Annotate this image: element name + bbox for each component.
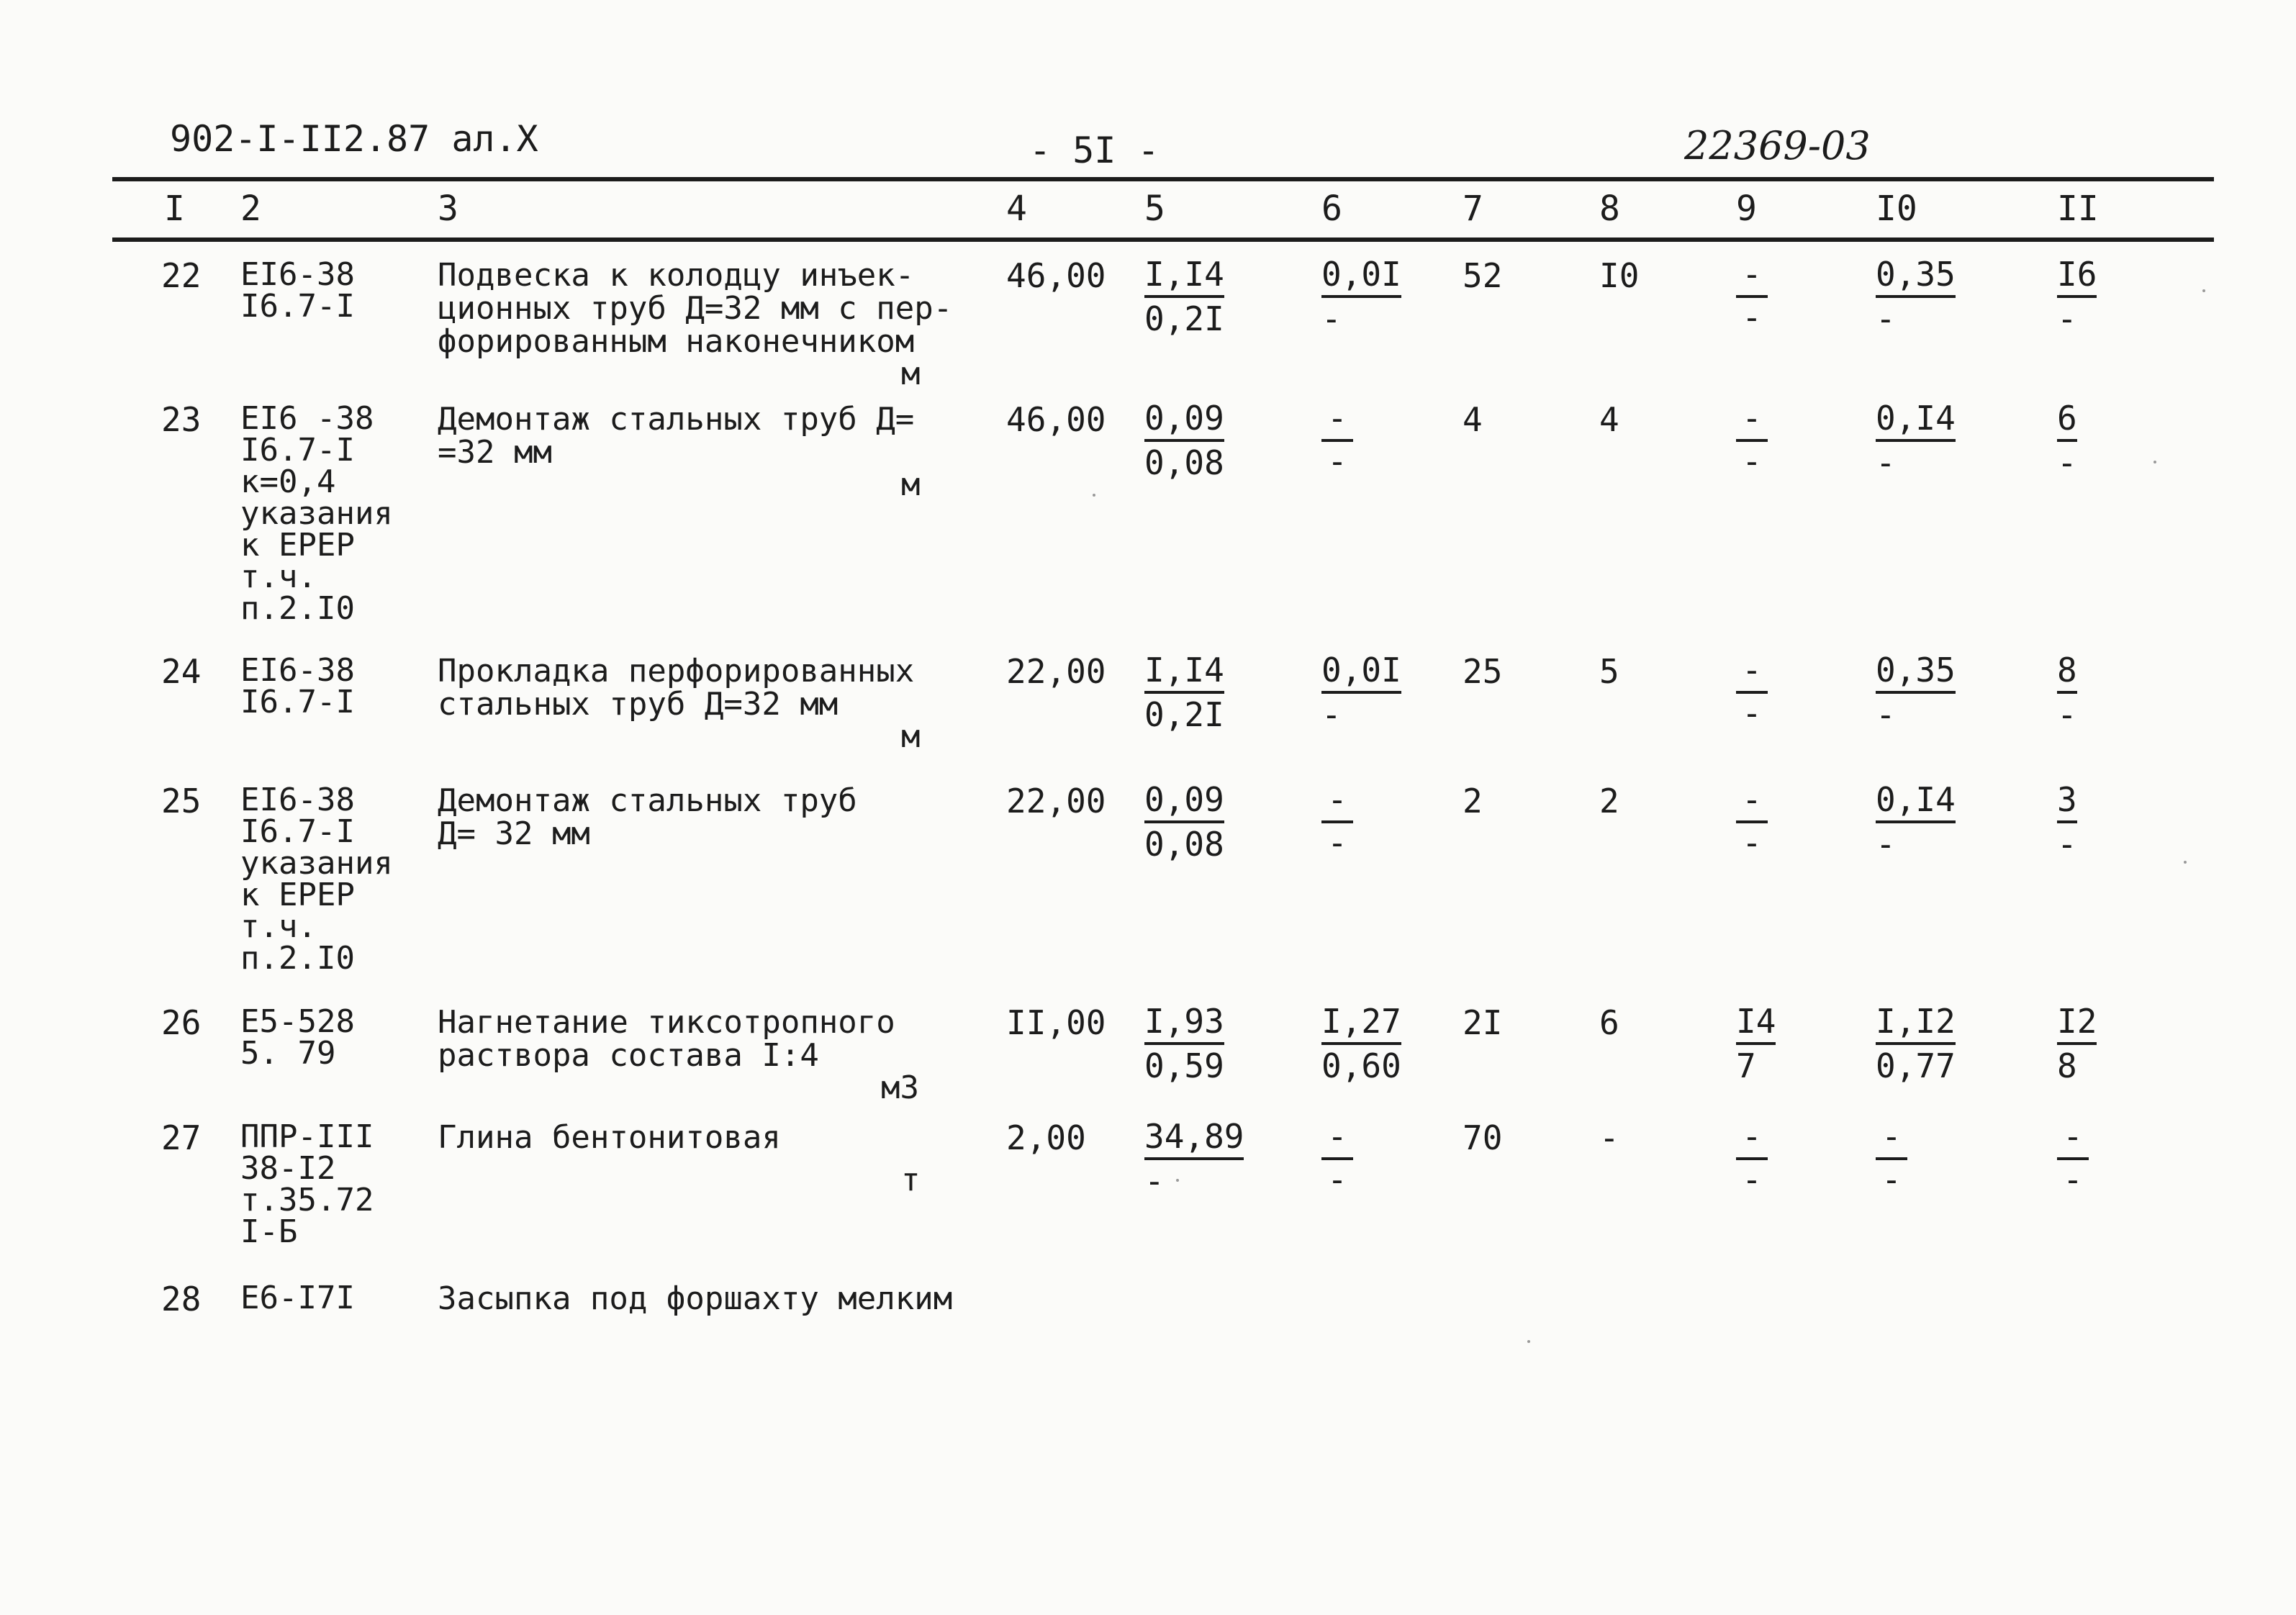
unit-of-measure: м xyxy=(901,356,921,392)
value-col-7: 70 xyxy=(1463,1118,1503,1157)
fraction-denominator: - xyxy=(2057,825,2077,864)
fraction-denominator: 0,77 xyxy=(1876,1046,1956,1085)
rate-code-line: I6.7-I xyxy=(240,813,355,850)
fraction-col-6 xyxy=(1321,1117,1353,1199)
fraction-denominator: 0,59 xyxy=(1144,1046,1224,1085)
row-number: 23 xyxy=(161,400,202,439)
value-col-7: 52 xyxy=(1463,256,1503,295)
quantity: 46,00 xyxy=(1006,256,1106,295)
row-number: 22 xyxy=(161,256,202,295)
column-header-9: 9 xyxy=(1736,189,1757,229)
fraction-col-9 xyxy=(1736,1117,1768,1199)
rate-code-line: ППР-III xyxy=(240,1118,374,1155)
value-col-8: - xyxy=(1599,1118,1619,1157)
unit-of-measure: м3 xyxy=(881,1069,919,1106)
fraction-numerator: I,I4 xyxy=(1144,653,1224,694)
fraction-col-9 xyxy=(1736,255,1768,337)
rate-code-line: 38-I2 xyxy=(240,1150,336,1187)
value-col-7: 2 xyxy=(1463,782,1483,820)
value-col-8: I0 xyxy=(1599,256,1640,295)
fraction-numerator: - xyxy=(1736,1120,1768,1160)
fraction-denominator: - xyxy=(2057,299,2077,338)
page-number: - 5I - xyxy=(1029,130,1160,171)
unit-of-measure: т xyxy=(901,1162,921,1198)
fraction-numerator: I,I2 xyxy=(1876,1005,1956,1045)
work-description-line: Засыпка под форшахту мелким xyxy=(438,1280,953,1317)
fraction-numerator: I,93 xyxy=(1144,1005,1224,1045)
row-number: 25 xyxy=(161,782,202,820)
fraction-col-9 xyxy=(1736,399,1768,481)
rate-code xyxy=(240,652,355,720)
value-col-8: 2 xyxy=(1599,782,1619,820)
fraction-denominator: - xyxy=(1881,1160,1902,1199)
fraction-denominator: - xyxy=(1327,442,1347,481)
work-description-line: ционных труб Д=32 мм с пер- xyxy=(438,290,953,327)
column-header-3: 3 xyxy=(438,189,458,229)
column-header-11: II xyxy=(2057,189,2099,229)
fraction-numerator: 3 xyxy=(2057,783,2077,823)
column-header-5: 5 xyxy=(1144,189,1165,229)
fraction-denominator: 0,08 xyxy=(1144,443,1224,482)
fraction-col-6 xyxy=(1321,1002,1401,1085)
rate-code xyxy=(240,400,393,627)
fraction-numerator: - xyxy=(1736,258,1768,298)
column-header-2: 2 xyxy=(240,189,261,229)
fraction-col-5 xyxy=(1144,780,1224,864)
value-col-7: 25 xyxy=(1463,652,1503,691)
fraction-numerator: 0,35 xyxy=(1876,653,1956,694)
work-description xyxy=(438,1282,952,1316)
work-description-line: Глина бентонитовая xyxy=(438,1119,781,1156)
work-description xyxy=(438,784,857,851)
fraction-denominator: 0,08 xyxy=(1144,825,1224,864)
fraction-col-9 xyxy=(1736,1002,1776,1085)
rate-code xyxy=(240,1003,355,1072)
row-number: 27 xyxy=(161,1118,202,1157)
work-description xyxy=(438,1006,895,1072)
fraction-col-5 xyxy=(1144,1002,1224,1085)
fraction-numerator: 34,89 xyxy=(1144,1120,1244,1160)
fraction-numerator: 0,I4 xyxy=(1876,402,1956,442)
fraction-col-11 xyxy=(2057,399,2077,482)
quantity: II,00 xyxy=(1006,1003,1106,1042)
fraction-denominator: - xyxy=(1876,443,1896,482)
fraction-denominator: 0,2I xyxy=(1144,299,1224,338)
fraction-numerator: - xyxy=(1321,402,1353,442)
fraction-denominator: - xyxy=(1876,299,1896,338)
fraction-col-11 xyxy=(2057,1117,2089,1199)
fraction-denominator: - xyxy=(2057,443,2077,482)
fraction-col-10 xyxy=(1876,651,1956,734)
fraction-denominator: - xyxy=(1144,1162,1165,1200)
quantity: 22,00 xyxy=(1006,652,1106,691)
fraction-numerator: 8 xyxy=(2057,653,2077,694)
rate-code-line: E5-528 xyxy=(240,1003,355,1040)
work-description-line: Прокладка перфорированных xyxy=(438,653,915,689)
fraction-numerator: - xyxy=(1321,1120,1353,1160)
rate-code-line: I6.7-I xyxy=(240,288,355,325)
fraction-numerator: 0,09 xyxy=(1144,783,1224,823)
fraction-denominator: - xyxy=(2063,1160,2083,1199)
document-number: 22369-03 xyxy=(1684,123,1871,168)
rate-code-line: п.2.I0 xyxy=(240,940,355,977)
fraction-numerator: 0,35 xyxy=(1876,258,1956,298)
fraction-col-6 xyxy=(1321,399,1353,481)
work-description-line: Подвеска к колодцу инъек- xyxy=(438,257,915,294)
fraction-col-10 xyxy=(1876,255,1956,338)
unit-of-measure: м xyxy=(901,718,921,755)
rate-code-line: п.2.I0 xyxy=(240,590,355,627)
fraction-col-9 xyxy=(1736,651,1768,733)
fraction-numerator: I,I4 xyxy=(1144,258,1224,298)
document-code: 902-I-II2.87 ал.X xyxy=(170,118,538,160)
work-description-line: раствора состава I:4 xyxy=(438,1037,819,1074)
fraction-col-5 xyxy=(1144,651,1224,734)
fraction-denominator: - xyxy=(1321,695,1342,734)
table-top-rule xyxy=(112,177,2214,181)
fraction-numerator: - xyxy=(1876,1120,1907,1160)
fraction-denominator: - xyxy=(1327,1160,1347,1199)
rate-code-line: 5. 79 xyxy=(240,1035,336,1072)
quantity: 46,00 xyxy=(1006,400,1106,439)
work-description-line: Нагнетание тиксотропного xyxy=(438,1004,895,1041)
rate-code-line: т.ч. xyxy=(240,908,317,945)
work-description-line: Д= 32 мм xyxy=(438,815,590,852)
rate-code-line: к ЕРЕР xyxy=(240,877,355,913)
fraction-numerator: - xyxy=(1736,653,1768,694)
column-header-7: 7 xyxy=(1463,189,1483,229)
unit-of-measure: м xyxy=(901,466,921,503)
rate-code xyxy=(240,1118,374,1250)
rate-code-line: т.ч. xyxy=(240,558,317,595)
rate-code-line: I-Б xyxy=(240,1213,298,1250)
fraction-denominator: - xyxy=(1876,695,1896,734)
value-col-8: 4 xyxy=(1599,400,1619,439)
row-number: 26 xyxy=(161,1003,202,1042)
fraction-numerator: I4 xyxy=(1736,1005,1776,1045)
fraction-denominator: 8 xyxy=(2057,1046,2077,1085)
fraction-denominator: 0,60 xyxy=(1321,1046,1401,1085)
rate-code-line: I6.7-I xyxy=(240,432,355,469)
fraction-numerator: 0,I4 xyxy=(1876,783,1956,823)
fraction-denominator: - xyxy=(1742,823,1762,862)
fraction-col-11 xyxy=(2057,651,2077,734)
rate-code-line: EI6 -38 xyxy=(240,400,374,437)
work-description-line: Демонтаж стальных труб xyxy=(438,782,857,819)
fraction-col-9 xyxy=(1736,780,1768,862)
value-col-8: 6 xyxy=(1599,1003,1619,1042)
quantity: 22,00 xyxy=(1006,782,1106,820)
fraction-col-5 xyxy=(1144,399,1224,482)
fraction-col-10 xyxy=(1876,399,1956,482)
rate-code-line: указания xyxy=(240,845,393,882)
work-description-line: Демонтаж стальных труб Д= xyxy=(438,401,915,438)
fraction-col-5 xyxy=(1144,255,1224,338)
fraction-denominator: - xyxy=(1742,1160,1762,1199)
fraction-col-11 xyxy=(2057,255,2097,338)
rate-code-line: EI6-38 xyxy=(240,782,355,818)
fraction-denominator: - xyxy=(1321,299,1342,338)
rate-code xyxy=(240,256,355,325)
column-header-8: 8 xyxy=(1599,189,1620,229)
fraction-numerator: I,27 xyxy=(1321,1005,1401,1045)
fraction-numerator: I6 xyxy=(2057,258,2097,298)
fraction-numerator: I2 xyxy=(2057,1005,2097,1045)
work-description-line: форированным наконечником xyxy=(438,323,915,360)
fraction-denominator: 7 xyxy=(1736,1046,1756,1085)
fraction-numerator: 0,09 xyxy=(1144,402,1224,442)
fraction-col-6 xyxy=(1321,651,1401,734)
fraction-numerator: - xyxy=(1321,783,1353,823)
fraction-numerator: - xyxy=(2057,1120,2089,1160)
table-header-rule xyxy=(112,238,2214,242)
fraction-col-11 xyxy=(2057,1002,2097,1085)
work-description-line: =32 мм xyxy=(438,434,552,471)
fraction-denominator: - xyxy=(2057,695,2077,734)
fraction-denominator: - xyxy=(1742,694,1762,733)
fraction-col-10 xyxy=(1876,1002,1956,1085)
rate-code-line: I6.7-I xyxy=(240,684,355,720)
rate-code-line: EI6-38 xyxy=(240,652,355,689)
fraction-col-5 xyxy=(1144,1117,1244,1200)
value-col-7: 4 xyxy=(1463,400,1483,439)
rate-code-line: E6-I7I xyxy=(240,1280,355,1316)
rate-code xyxy=(240,1282,355,1314)
fraction-col-6 xyxy=(1321,780,1353,862)
value-col-7: 2I xyxy=(1463,1003,1503,1042)
fraction-denominator: - xyxy=(1742,442,1762,481)
fraction-denominator: - xyxy=(1876,825,1896,864)
work-description xyxy=(438,655,914,721)
rate-code-line: EI6-38 xyxy=(240,256,355,293)
column-header-1: I xyxy=(164,189,185,229)
fraction-numerator: 0,0I xyxy=(1321,258,1401,298)
rate-code-line: т.35.72 xyxy=(240,1182,374,1218)
rate-code-line: к=0,4 xyxy=(240,463,336,500)
fraction-col-6 xyxy=(1321,255,1401,338)
fraction-col-11 xyxy=(2057,780,2077,864)
row-number: 24 xyxy=(161,652,202,691)
fraction-numerator: - xyxy=(1736,783,1768,823)
work-description xyxy=(438,403,914,469)
quantity: 2,00 xyxy=(1006,1118,1086,1157)
fraction-col-10 xyxy=(1876,1117,1907,1199)
row-number: 28 xyxy=(161,1280,202,1318)
column-header-10: I0 xyxy=(1876,189,1917,229)
fraction-col-10 xyxy=(1876,780,1956,864)
fraction-numerator: 6 xyxy=(2057,402,2077,442)
work-description xyxy=(438,1121,781,1154)
fraction-numerator: - xyxy=(1736,402,1768,442)
value-col-8: 5 xyxy=(1599,652,1619,691)
rate-code-line: к ЕРЕР xyxy=(240,527,355,564)
work-description xyxy=(438,259,952,358)
fraction-numerator: 0,0I xyxy=(1321,653,1401,694)
fraction-denominator: 0,2I xyxy=(1144,695,1224,734)
rate-code-line: указания xyxy=(240,495,393,532)
fraction-denominator: - xyxy=(1327,823,1347,862)
rate-code xyxy=(240,782,393,977)
work-description-line: стальных труб Д=32 мм xyxy=(438,686,839,723)
column-header-6: 6 xyxy=(1321,189,1342,229)
column-header-4: 4 xyxy=(1006,189,1027,229)
fraction-denominator: - xyxy=(1742,298,1762,337)
